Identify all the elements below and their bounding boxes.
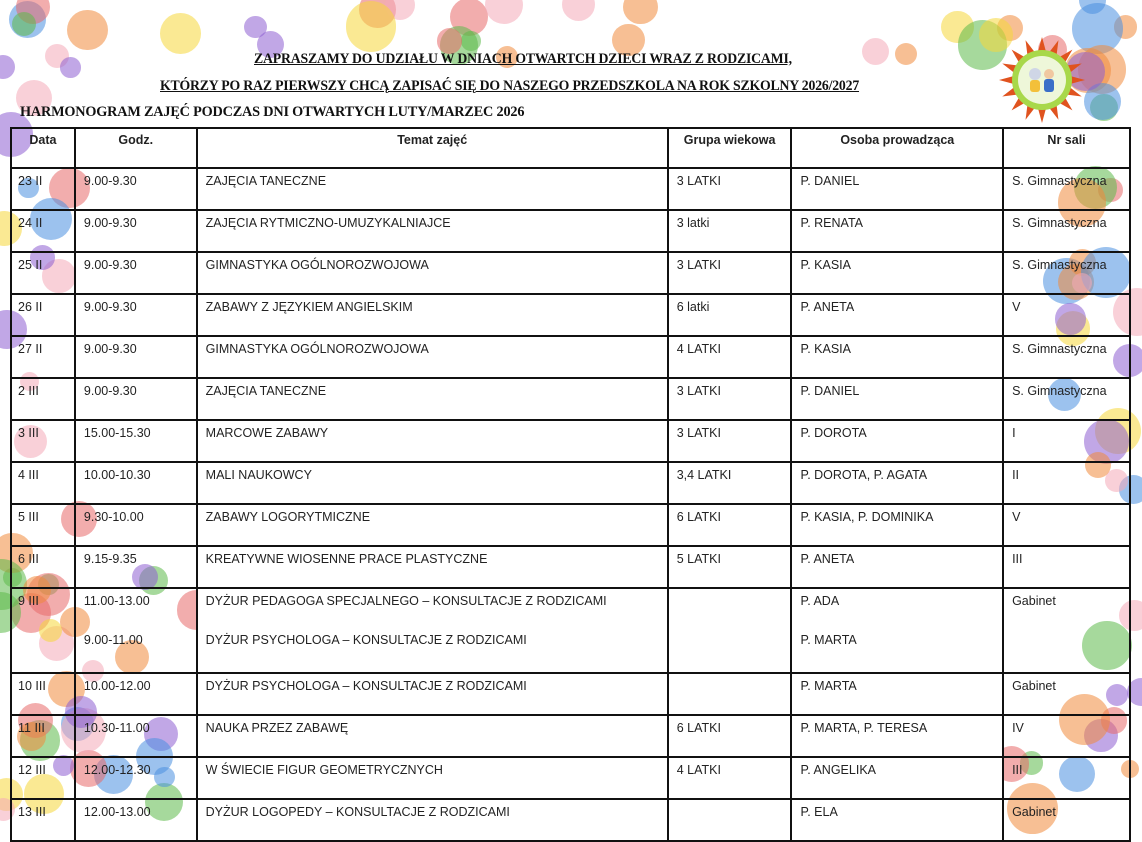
table-row [11,588,1130,673]
cell-teacher: P. MARTA [791,673,1003,715]
cell-room: IV [1003,715,1130,757]
table-row [11,715,1130,757]
cell-room: Gabinet [1003,588,1130,673]
cell-time: 9.00-9.30 [75,378,197,420]
cell-time: 9.00-9.30 [75,252,197,294]
cell-time: 12.00-12.30 [75,757,197,799]
cell-date: 6 III [11,546,75,588]
cell-age-group: 4 LATKI [668,336,792,378]
cell-date: 10 III [11,673,75,715]
cell-topic: KREATYWNE WIOSENNE PRACE PLASTYCZNE [197,546,668,588]
cell-topic: ZAJĘCIA RYTMICZNO-UMUZYKALNIAJCE [197,210,668,252]
cell-topic: GIMNASTYKA OGÓLNOROZWOJOWA [197,252,668,294]
cell-time: 11.00-13.00 [83,594,150,608]
cell-topic: MARCOWE ZABAWY [197,420,668,462]
cell-date: 2 III [11,378,75,420]
schedule-title: HARMONOGRAM ZAJĘĆ PODCZAS DNI OTWARTYCH LUTY/MARZEC 2026 [20,104,525,120]
watercolor-dot [895,43,917,65]
cell-date: 26 II [11,294,75,336]
cell-age-group [668,799,792,841]
cell-time: 9.30-10.00 [75,504,197,546]
watercolor-dot [67,10,107,50]
table-row [11,673,1130,715]
cell-teacher: P. ELA [791,799,1003,841]
cell-time: 12.00-13.00 [75,799,197,841]
cell-room: III [1003,757,1130,799]
cell-topic: DYŻUR PSYCHOLOGA – KONSULTACJE Z RODZICAMI [197,673,668,715]
cell-teacher: P. ADA [800,594,840,608]
cell-time: 9.00-9.30 [75,336,197,378]
table-row [11,462,1130,504]
cell-time: 10.00-10.30 [75,462,197,504]
cell-teacher: P. ANGELIKA [791,757,1003,799]
cell-topic: DYŻUR LOGOPEDY – KONSULTACJE Z RODZICAMI [197,799,668,841]
cell-room: I [1003,420,1130,462]
cell-teacher: P. MARTA, P. TERESA [791,715,1003,757]
cell-age-group: 3 LATKI [668,252,792,294]
cell-age-group [668,588,792,673]
cell-age-group: 3 latki [668,210,792,252]
cell-topic: ZAJĘCIA TANECZNE [197,378,668,420]
cell-age-group: 4 LATKI [668,757,792,799]
cell-topic: ZAJĘCIA TANECZNE [197,168,668,210]
cell-teacher: P. KASIA, P. DOMINIKA [791,504,1003,546]
cell-time: 10.30-11.00 [75,715,197,757]
cell-date: 9 III [11,588,75,673]
cell-topic-group [197,588,668,673]
table-row [11,546,1130,588]
watercolor-dot [485,0,523,24]
cell-date: 23 II [11,168,75,210]
watercolor-dot [461,31,481,51]
cell-age-group: 3 LATKI [668,420,792,462]
watercolor-dot [60,57,81,78]
cell-teacher: P. MARTA [800,633,857,647]
cell-date: 4 III [11,462,75,504]
table-row [11,420,1130,462]
cell-room: V [1003,504,1130,546]
kindergarten-sun-logo-icon [998,36,1086,124]
cell-age-group: 5 LATKI [668,546,792,588]
cell-age-group: 6 LATKI [668,504,792,546]
table-row [11,252,1130,294]
cell-topic: NAUKA PRZEZ ZABAWĘ [197,715,668,757]
cell-time: 10.00-12.00 [75,673,197,715]
cell-teacher: P. DOROTA, P. AGATA [791,462,1003,504]
header-date: Data [11,128,75,168]
table-header-row [11,128,1130,168]
cell-time: 9.00-11.00 [83,633,143,647]
table-row [11,757,1130,799]
cell-teacher-group [791,588,1003,673]
cell-date: 3 III [11,420,75,462]
cell-time: 15.00-15.30 [75,420,197,462]
cell-age-group: 3,4 LATKI [668,462,792,504]
cell-room: Gabinet [1003,799,1130,841]
header-room: Nr sali [1003,128,1130,168]
cell-teacher: P. DANIEL [791,378,1003,420]
cell-topic: ZABAWY LOGORYTMICZNE [197,504,668,546]
cell-time: 9.00-9.30 [75,294,197,336]
table-row [11,168,1130,210]
header-time: Godz. [75,128,197,168]
cell-room: Gabinet [1003,673,1130,715]
cell-teacher: P. KASIA [791,336,1003,378]
watercolor-dot [0,55,15,79]
cell-date: 12 III [11,757,75,799]
cell-teacher: P. DOROTA [791,420,1003,462]
cell-topic: ZABAWY Z JĘZYKIEM ANGIELSKIM [197,294,668,336]
cell-date: 24 II [11,210,75,252]
cell-teacher: P. ANETA [791,294,1003,336]
cell-teacher: P. KASIA [791,252,1003,294]
header-topic: Temat zajęć [197,128,668,168]
cell-date: 25 II [11,252,75,294]
watercolor-dot [346,1,396,51]
cell-topic: GIMNASTYKA OGÓLNOROZWOJOWA [197,336,668,378]
cell-topic: W ŚWIECIE FIGUR GEOMETRYCZNYCH [197,757,668,799]
watercolor-dot [862,38,889,65]
header-age-group: Grupa wiekowa [668,128,792,168]
cell-teacher: P. RENATA [791,210,1003,252]
cell-room: V [1003,294,1130,336]
watercolor-dot [623,0,658,24]
invitation-line-1: ZAPRASZAMY DO UDZIAŁU W DNIACH OTWARTCH DZIECI WRAZ Z RODZICAMI, [254,51,792,67]
cell-room: S. Gimnastyczna [1003,252,1130,294]
cell-date: 13 III [11,799,75,841]
cell-age-group: 3 LATKI [668,168,792,210]
table-row [11,799,1130,841]
cell-date: 5 III [11,504,75,546]
cell-room: III [1003,546,1130,588]
cell-time: 9.15-9.35 [75,546,197,588]
cell-room: S. Gimnastyczna [1003,378,1130,420]
cell-topic: DYŻUR PSYCHOLOGA – KONSULTACJE Z RODZICAMI [205,633,527,647]
cell-age-group: 3 LATKI [668,378,792,420]
table-row [11,504,1130,546]
table-row [11,336,1130,378]
cell-room: S. Gimnastyczna [1003,210,1130,252]
cell-age-group: 6 latki [668,294,792,336]
invitation-line-2: KTÓRZY PO RAZ PIERWSZY CHCĄ ZAPISAĆ SIĘ DO NASZEGO PRZEDSZKOLA NA ROK SZKOLNY 2026/2027 [160,78,860,94]
cell-time: 9.00-9.30 [75,210,197,252]
cell-date: 11 III [11,715,75,757]
watercolor-dot [437,28,462,53]
cell-date: 27 II [11,336,75,378]
cell-room: S. Gimnastyczna [1003,336,1130,378]
table-row [11,378,1130,420]
cell-room: S. Gimnastyczna [1003,168,1130,210]
cell-teacher: P. DANIEL [791,168,1003,210]
cell-topic: DYŻUR PEDAGOGA SPECJALNEGO – KONSULTACJE Z RODZICAMI [205,594,607,608]
table-row [11,294,1130,336]
cell-age-group: 6 LATKI [668,715,792,757]
watercolor-dot [562,0,595,21]
cell-time: 9.00-9.30 [75,168,197,210]
cell-teacher: P. ANETA [791,546,1003,588]
cell-topic: MALI NAUKOWCY [197,462,668,504]
cell-age-group [668,673,792,715]
header-teacher: Osoba prowadząca [791,128,1003,168]
table-row [11,210,1130,252]
watercolor-dot [160,13,201,54]
cell-room: II [1003,462,1130,504]
cell-time-group [75,588,197,673]
schedule-table [10,127,1131,842]
